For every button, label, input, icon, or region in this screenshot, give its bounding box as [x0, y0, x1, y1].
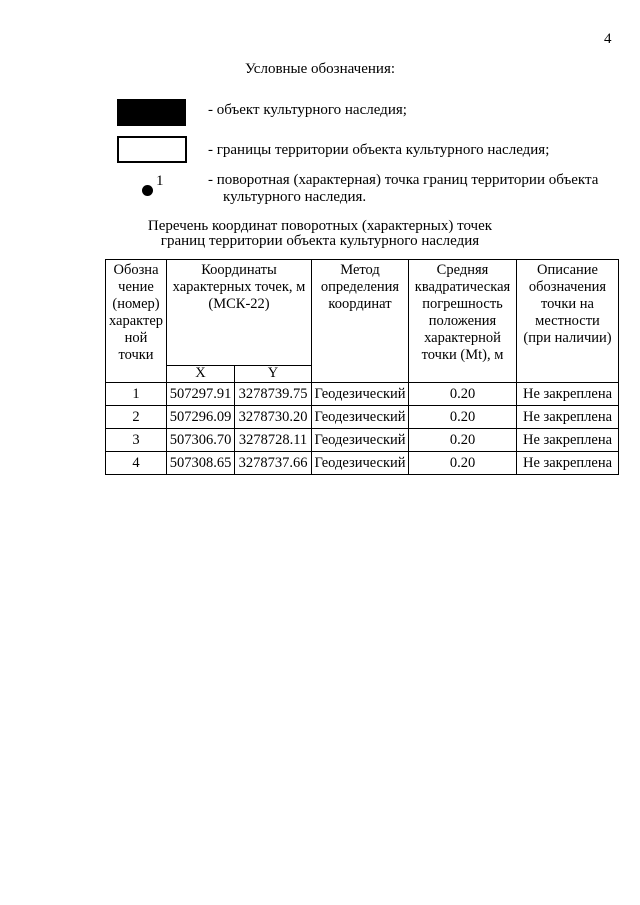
header-x: X: [167, 366, 235, 383]
cell-num: 2: [106, 406, 167, 429]
cell-description: Не закреплена: [517, 406, 619, 429]
table-row: [106, 383, 619, 406]
page-number: 4: [604, 31, 612, 47]
cell-description: Не закреплена: [517, 452, 619, 475]
header-method-line: Метод: [340, 262, 380, 278]
cell-method: Геодезический: [312, 383, 409, 406]
cultural-heritage-object-symbol: [117, 99, 186, 126]
cell-description: Не закреплена: [517, 429, 619, 452]
cell-method: Геодезический: [312, 429, 409, 452]
header-error-line: Средняя: [436, 262, 489, 278]
turning-point-symbol-label: 1: [156, 173, 164, 189]
turning-point-icon: [142, 185, 153, 196]
header-coordinates-line: характерных точек, м: [172, 279, 306, 295]
header-error-line: характерной: [424, 330, 501, 346]
header-error: [409, 260, 517, 383]
cell-x: 507296.09: [167, 406, 235, 429]
cell-x: 507308.65: [167, 452, 235, 475]
header-coordinates-line: (МСК-22): [208, 296, 270, 312]
header-y: Y: [235, 366, 312, 383]
legend-item-territory-boundary: - границы территории объекта культурного наследия;: [208, 142, 550, 158]
header-designation-line: характер: [108, 313, 164, 329]
legend-item-turning-point-line1: - поворотная (характерная) точка границ территории объекта: [208, 172, 599, 188]
header-error-line: погрешность: [422, 296, 503, 312]
table-row: [106, 452, 619, 475]
cell-error: 0.20: [409, 406, 517, 429]
cell-num: 4: [106, 452, 167, 475]
table-header-row: [106, 260, 619, 366]
legend-title: Условные обозначения:: [244, 61, 396, 77]
header-description: [517, 260, 619, 383]
legend-item-turning-point: [208, 172, 628, 206]
coordinates-table: [105, 259, 619, 475]
header-designation-line: (номер): [112, 296, 160, 312]
header-method-line: координат: [328, 296, 392, 312]
cell-method: Геодезический: [312, 406, 409, 429]
header-description-line: (при наличии): [523, 330, 612, 346]
header-error-line: квадратическая: [414, 279, 511, 295]
cell-error: 0.20: [409, 383, 517, 406]
header-coordinates: [167, 260, 312, 366]
cell-num: 1: [106, 383, 167, 406]
header-description-line: точки на: [541, 296, 594, 312]
header-method-line: определения: [320, 279, 400, 295]
cell-x: 507306.70: [167, 429, 235, 452]
header-method: [312, 260, 409, 383]
cell-y: 3278737.66: [235, 452, 312, 475]
legend-item-heritage-object: - объект культурного наследия;: [208, 102, 407, 118]
cell-error: 0.20: [409, 452, 517, 475]
header-description-line: обозначения: [528, 279, 607, 295]
header-error-line: положения: [428, 313, 497, 329]
cell-num: 3: [106, 429, 167, 452]
cell-error: 0.20: [409, 429, 517, 452]
cell-x: 507297.91: [167, 383, 235, 406]
cell-description: Не закреплена: [517, 383, 619, 406]
header-error-line: точки (Mt), м: [421, 347, 504, 363]
cell-y: 3278728.11: [235, 429, 312, 452]
table-title-line1: Перечень координат поворотных (характерных) точек: [147, 218, 493, 234]
cell-y: 3278730.20: [235, 406, 312, 429]
legend-item-turning-point-line2: культурного наследия.: [223, 189, 367, 205]
territory-boundary-symbol: [117, 136, 187, 163]
header-designation-line: точки: [118, 347, 154, 363]
table-row: [106, 429, 619, 452]
table-row: [106, 406, 619, 429]
table-title-line2: границ территории объекта культурного наследия: [160, 233, 480, 249]
header-designation-line: Обозна: [113, 262, 159, 278]
cell-method: Геодезический: [312, 452, 409, 475]
header-designation-line: ной: [124, 330, 148, 346]
cell-y: 3278739.75: [235, 383, 312, 406]
header-description-line: Описание: [537, 262, 598, 278]
header-description-line: местности: [535, 313, 600, 329]
header-designation: [106, 260, 167, 383]
header-designation-line: чение: [118, 279, 154, 295]
header-coordinates-line: Координаты: [201, 262, 277, 278]
table-title: [0, 219, 640, 249]
